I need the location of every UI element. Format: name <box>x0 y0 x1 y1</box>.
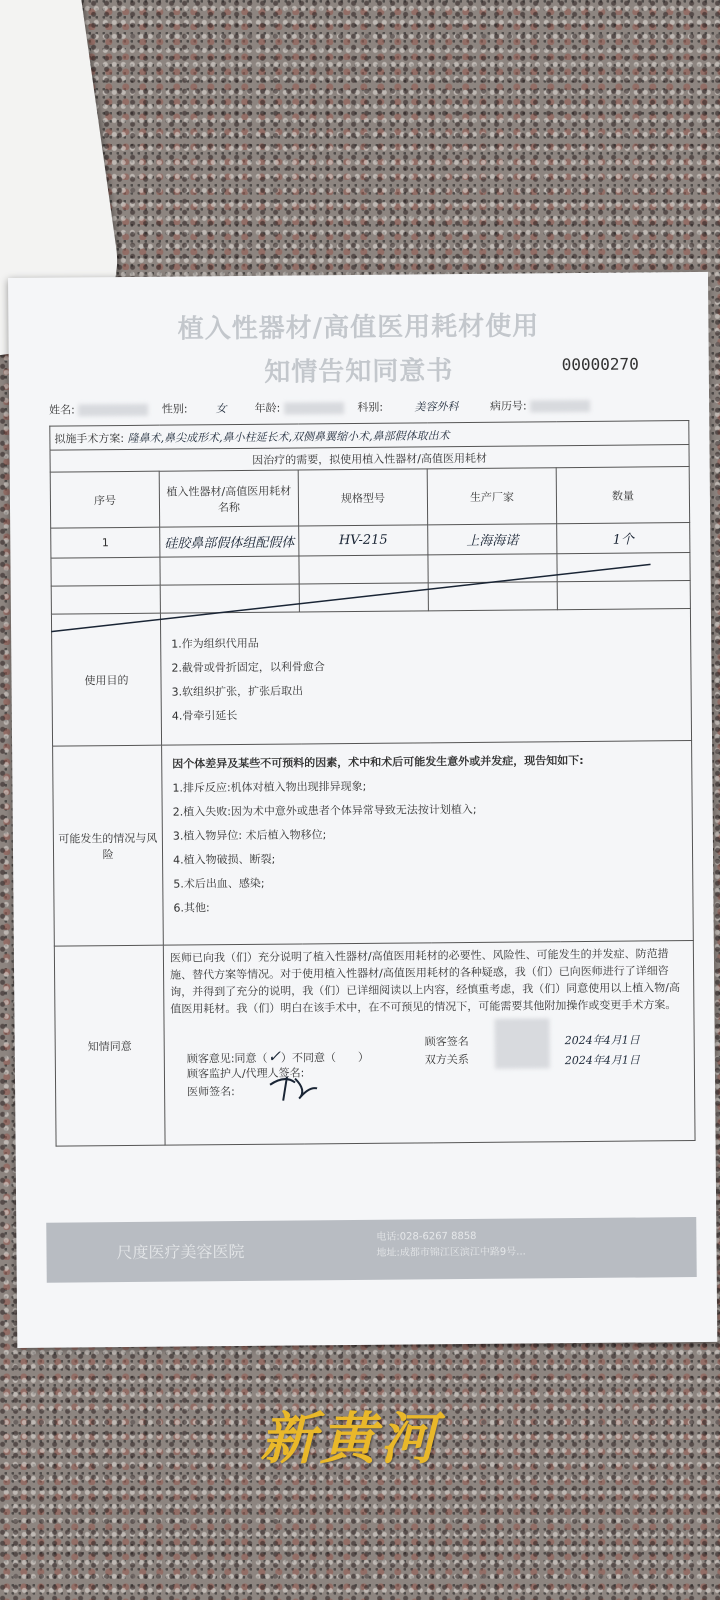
row-qty: 1个 <box>557 523 690 554</box>
opinion-label: 顾客意见:同意（ <box>186 1051 268 1066</box>
row-maker: 上海海诺 <box>428 524 557 555</box>
purpose-item: 4.骨牵引延长 <box>171 708 238 723</box>
guardian-label: 顾客监护人/代理人签名: <box>186 1066 305 1081</box>
date-relation: 2024年4月1日 <box>564 1053 640 1068</box>
hospital-address: 地址:成都市锦江区滨江中路9号... <box>376 1246 526 1259</box>
consent-label: 知情同意 <box>54 945 165 1146</box>
record-label: 病历号: <box>489 399 527 413</box>
doctor-signature <box>265 1070 325 1105</box>
header-qty: 数量 <box>556 467 689 524</box>
row-no: 1 <box>51 527 160 558</box>
hospital-footer <box>46 1217 696 1283</box>
purpose-item: 3.软组织扩张，扩张后取出 <box>171 683 304 699</box>
patient-info-row <box>49 397 590 418</box>
customer-sign-label: 顾客签名 <box>424 1035 469 1049</box>
check-mark: ✓ <box>267 1046 282 1066</box>
row-name: 硅胶鼻部假体组配假体 <box>160 526 299 557</box>
risk-item: 1.排斥反应:机体对植入物出现排异现象; <box>172 779 367 795</box>
hospital-phone: 电话:028-6267 8858 <box>376 1230 477 1243</box>
header-no: 序号 <box>50 471 159 528</box>
serial-number: 00000270 <box>561 354 639 375</box>
strike-line <box>50 554 691 640</box>
risk-list <box>162 741 694 946</box>
age-redacted <box>284 402 344 415</box>
device-table <box>49 420 695 1147</box>
record-redacted <box>530 400 590 413</box>
purpose-item: 2.截骨或骨折固定，以利骨愈合 <box>171 659 325 675</box>
risk-label: 可能发生的情况与风险 <box>53 745 164 946</box>
purpose-item: 1.作为组织代用品 <box>171 636 259 651</box>
risk-item: 3.植入物异位: 术后植入物移位; <box>172 828 327 843</box>
header-model: 规格型号 <box>298 469 427 526</box>
form-title-line2: 知情告知同意书 <box>264 356 454 388</box>
risk-item: 6.其他: <box>173 901 210 915</box>
dept-value: 美容外科 <box>414 400 459 414</box>
dept-label: 科别: <box>357 400 384 414</box>
customer-signature-redacted <box>494 1018 549 1068</box>
risk-item: 5.术后出血、感染; <box>173 876 265 891</box>
relation-label: 双方关系 <box>424 1053 469 1067</box>
consent-form <box>8 272 717 1348</box>
opinion-line <box>187 1046 369 1067</box>
hospital-logo: 尺度医疗美容医院 <box>116 1241 245 1263</box>
name-label: 姓名: <box>49 403 75 417</box>
risk-intro: 因个体差异及某些不可预料的因素，术中和术后可能发生意外或并发症，现告知如下: <box>172 753 584 771</box>
surgery-label: 拟施手术方案: <box>54 431 125 446</box>
name-redacted <box>78 404 148 417</box>
row-model: HV-215 <box>299 525 428 556</box>
doctor-label: 医师签名: <box>187 1085 235 1099</box>
header-name: 植入性器材/高值医用耗材名称 <box>159 470 298 527</box>
risk-item: 2.植入失败:因为术中意外或患者个体异常导致无法按计划植入; <box>172 802 477 819</box>
consent-cell <box>163 941 695 1146</box>
gender-label: 性别: <box>161 402 188 416</box>
consent-text: 医师已向我（们）充分说明了植入性器材/高值医用耗材的必要性、风险性、可能发生的并发症、防范措施、替代方案等情况。对于使用植入性器材/高值医用耗材的各种疑惑，我（们）已向医师进行了详细咨询，并得到了充分的说明，我（们）已详细阅读以上内容，经慎重考虑，我（们）同意使用以上植入物/高值医用耗材。我（们）明白在该手术中，在不可预见的情况下，可能需要其他附加操作或变更手术方案。 <box>169 947 680 1016</box>
gender-value: 女 <box>215 402 227 416</box>
watermark-logo: 新黄河 <box>260 1406 440 1472</box>
hospital-contact <box>376 1229 526 1262</box>
surgery-value: 隆鼻术,鼻尖成形术,鼻小柱延长术,双侧鼻翼缩小术,鼻部假体取出术 <box>127 428 450 445</box>
header-maker: 生产厂家 <box>427 468 556 525</box>
age-label: 年龄: <box>254 401 281 415</box>
date-customer: 2024年4月1日 <box>564 1033 640 1048</box>
risk-item: 4.植入物破损、断裂; <box>173 852 276 867</box>
form-title-line1: 植入性器材/高值医用耗材使用 <box>177 311 540 345</box>
purpose-label: 使用目的 <box>51 613 161 746</box>
signature-area <box>164 1017 694 1102</box>
disagree-label: ）不同意（ ） <box>280 1050 369 1065</box>
need-text: 因治疗的需要，拟使用植入性器材/高值医用耗材 <box>50 445 689 473</box>
